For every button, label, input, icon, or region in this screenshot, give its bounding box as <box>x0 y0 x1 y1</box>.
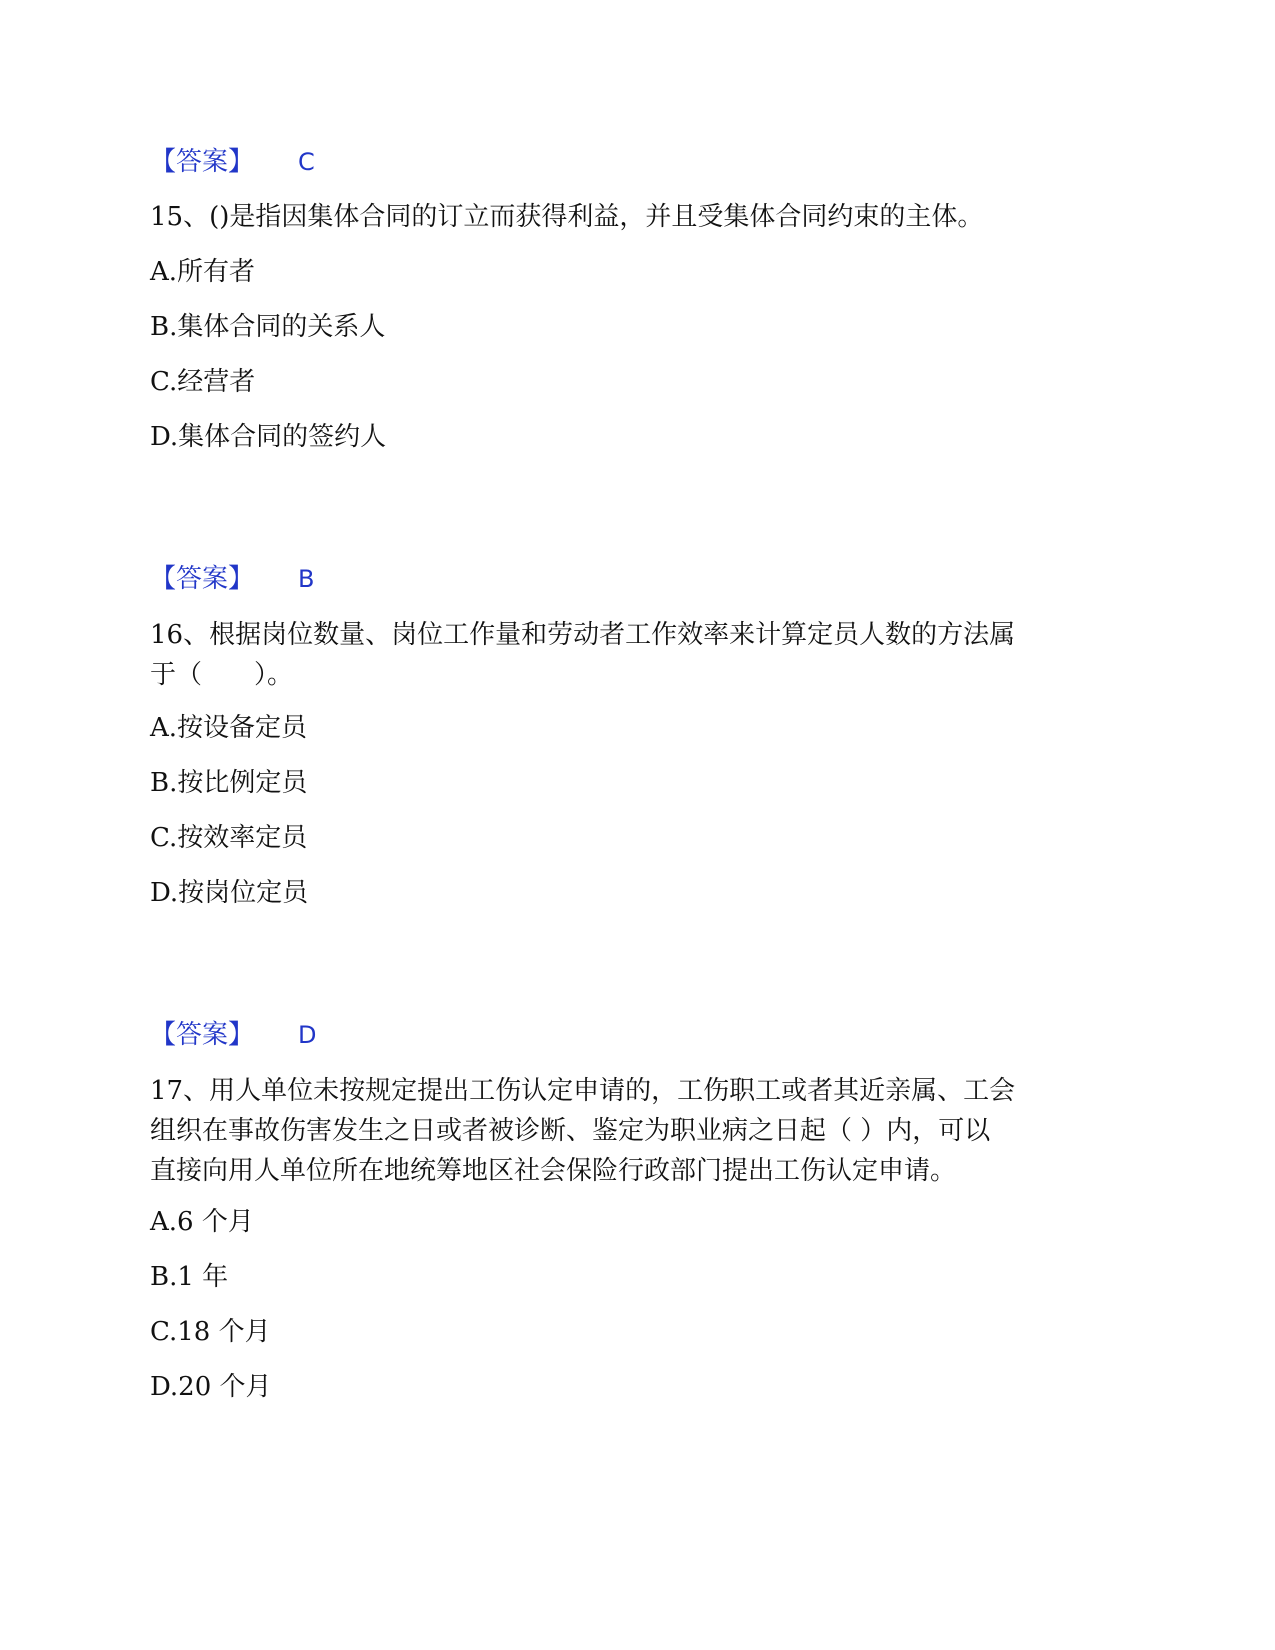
answer-label: 【答案】 <box>150 147 255 177</box>
option-d: D.20 个月 <box>150 1372 272 1402</box>
option-a: A.所有者 <box>150 257 256 287</box>
question-text: 直接向用人单位所在地统筹地区社会保险行政部门提出工伤认定申请。 <box>150 1156 957 1186</box>
option-a: A.按设备定员 <box>150 713 308 743</box>
answer-line <box>150 1018 317 1052</box>
option-c: C.经营者 <box>150 367 256 397</box>
answer-value: D <box>298 1021 317 1049</box>
question-text: 于（ ）。 <box>150 660 294 690</box>
question-text: 16、根据岗位数量、岗位工作量和劳动者工作效率来计算定员人数的方法属 <box>150 620 1016 650</box>
question-text: 组织在事故伤害发生之日或者被诊断、鉴定为职业病之日起（ ）内，可以 <box>150 1116 991 1146</box>
option-b: B.1 年 <box>150 1262 229 1292</box>
answer-line <box>150 145 315 179</box>
answer-label: 【答案】 <box>150 1020 255 1050</box>
answer-label: 【答案】 <box>150 564 255 594</box>
answer-line <box>150 562 314 596</box>
option-a: A.6 个月 <box>150 1207 254 1237</box>
answer-value: C <box>298 148 315 176</box>
option-d: D.集体合同的签约人 <box>150 422 387 452</box>
option-c: C.按效率定员 <box>150 823 308 853</box>
answer-value: B <box>298 565 315 593</box>
option-d: D.按岗位定员 <box>150 878 309 908</box>
option-b: B.按比例定员 <box>150 768 308 798</box>
option-b: B.集体合同的关系人 <box>150 312 386 342</box>
option-c: C.18 个月 <box>150 1317 271 1347</box>
question-text: 15、()是指因集体合同的订立而获得利益，并且受集体合同约束的主体。 <box>150 202 984 232</box>
question-text: 17、用人单位未按规定提出工伤认定申请的，工伤职工或者其近亲属、工会 <box>150 1076 1016 1106</box>
